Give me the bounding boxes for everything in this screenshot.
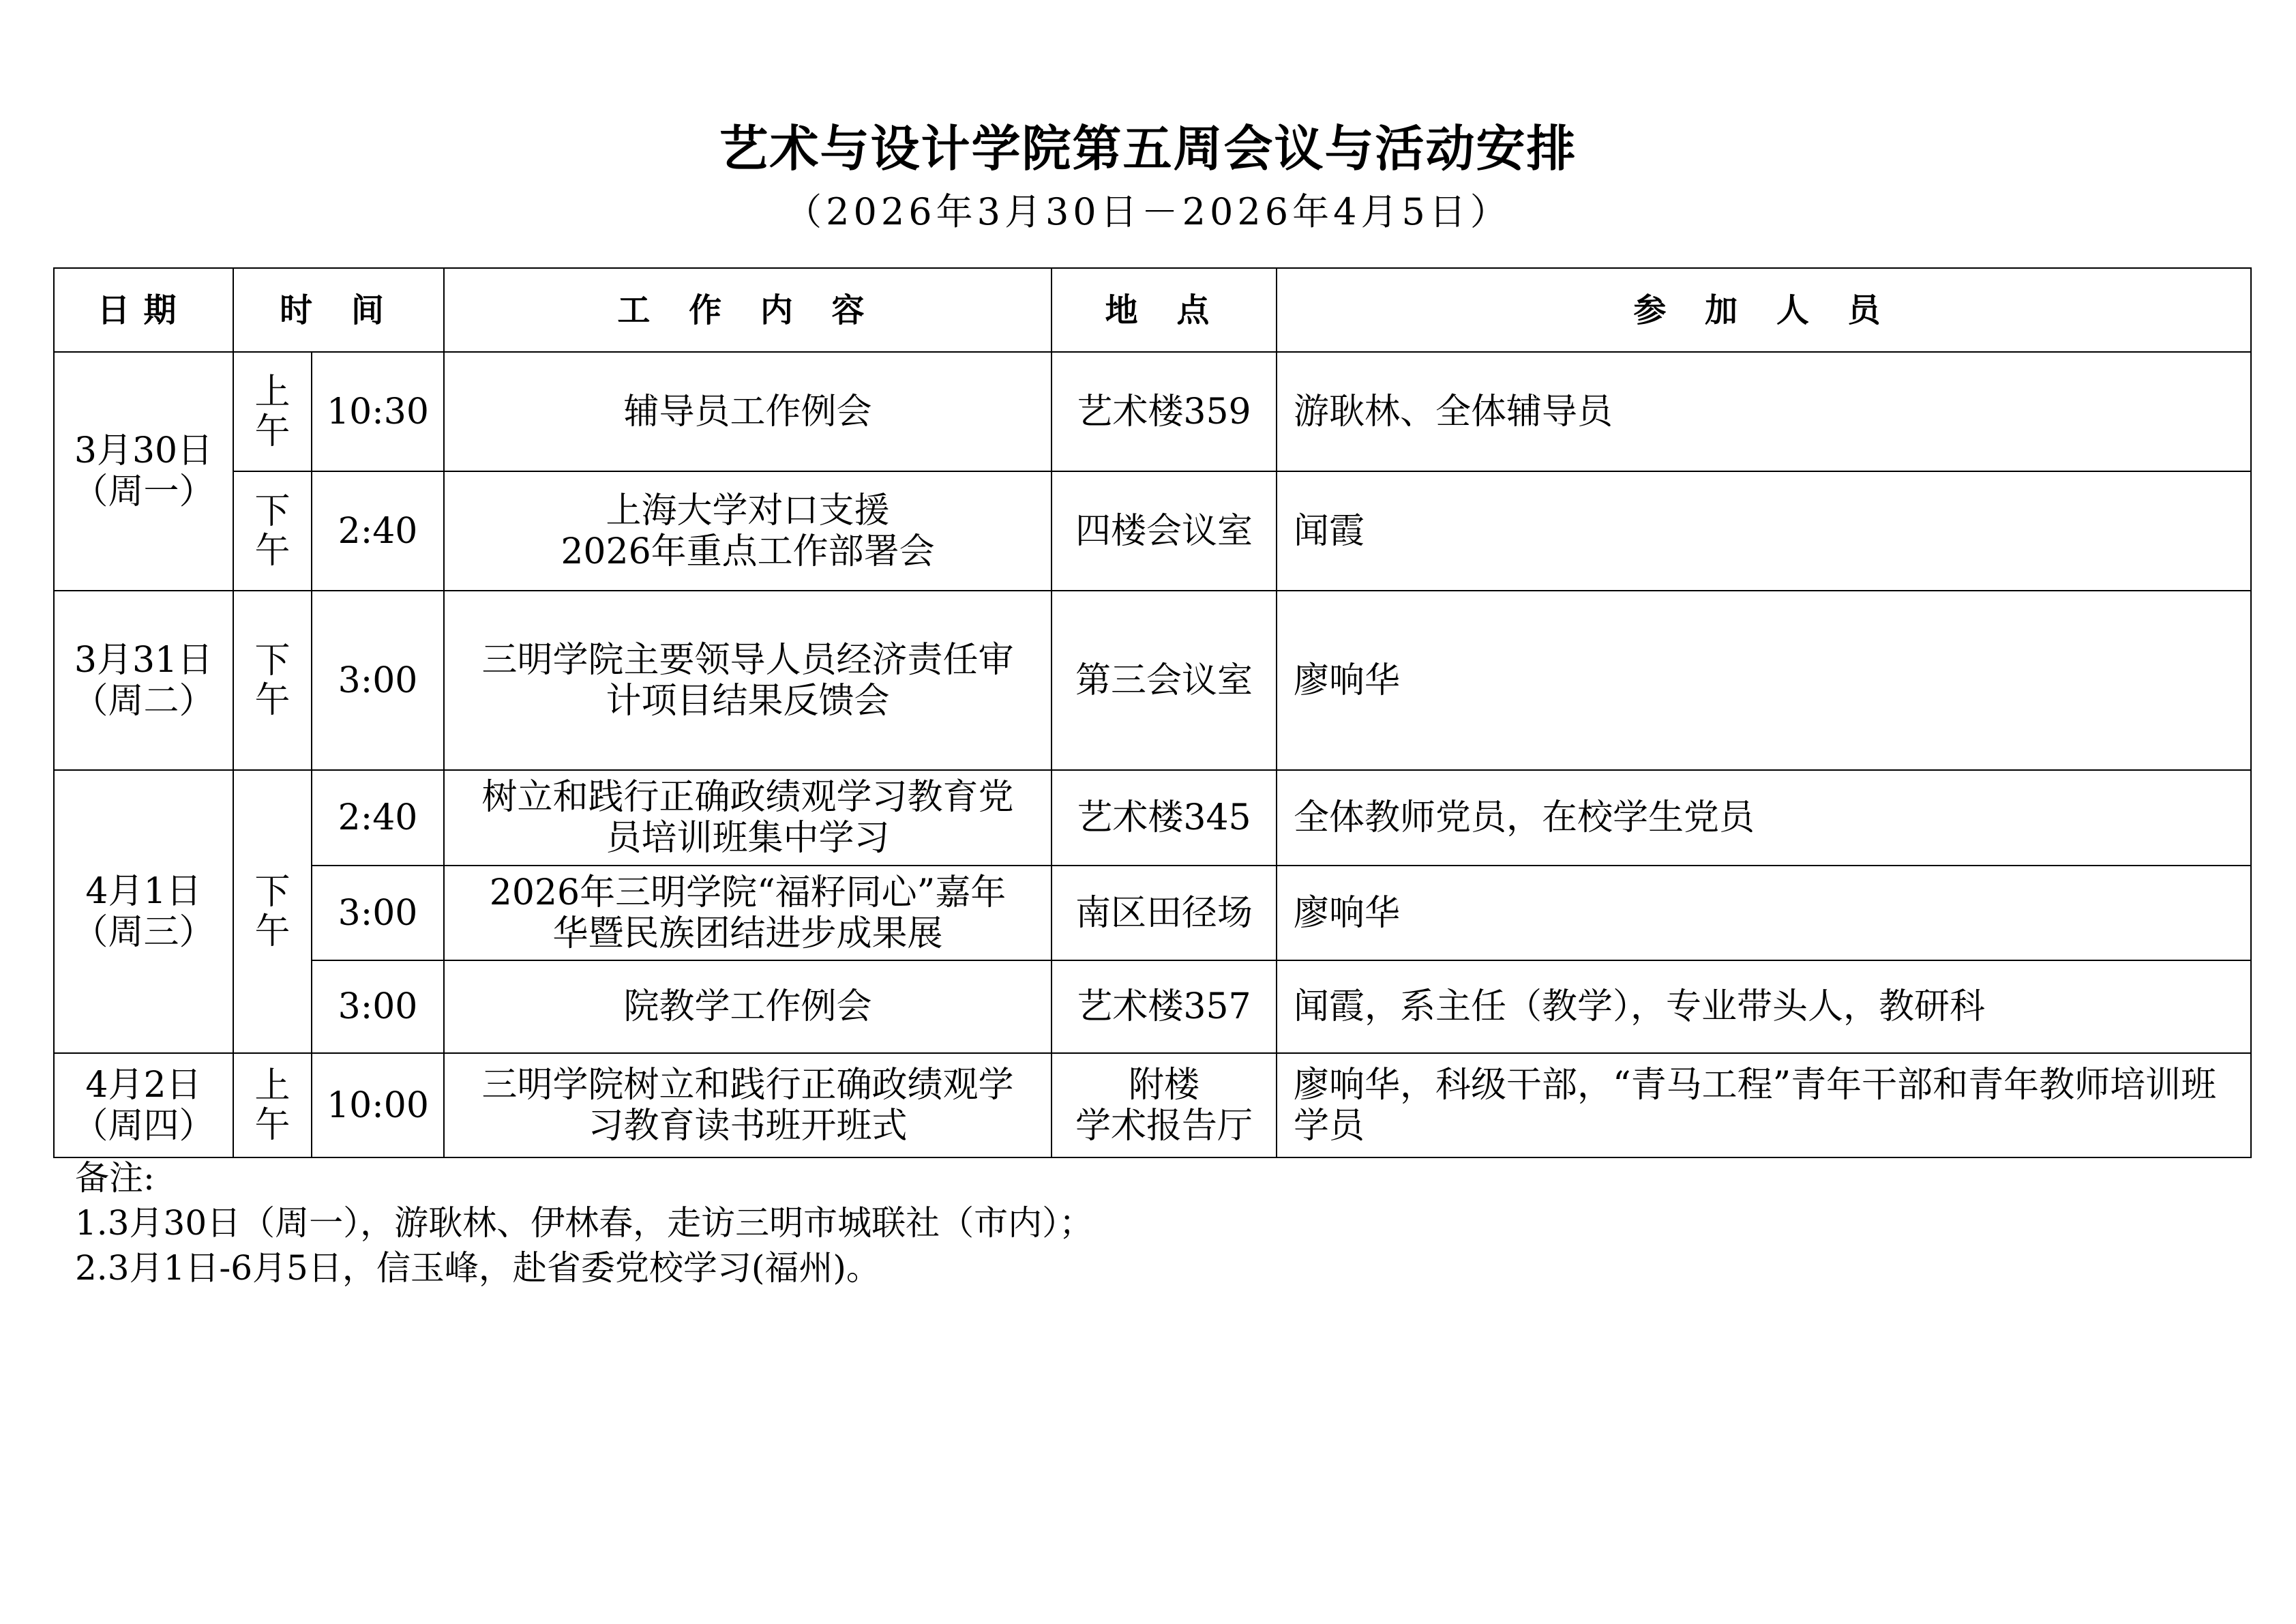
location-cell <box>1052 352 1277 471</box>
header-row <box>54 268 2251 352</box>
location-cell <box>1052 591 1277 770</box>
location-cell <box>1052 866 1277 960</box>
content-line: 华暨民族团结进步成果展 <box>552 913 943 954</box>
date-label: 3月30日 <box>74 430 213 471</box>
content-cell <box>444 591 1052 770</box>
content-line: 院教学工作例会 <box>623 986 872 1027</box>
content-line: 2026年三明学院“福籽同心”嘉年 <box>489 872 1007 913</box>
location-cell <box>1052 471 1277 591</box>
participants-cell: 闻霞，系主任（教学），专业带头人，教研科 <box>1277 960 2251 1053</box>
half-day-cell <box>233 352 312 471</box>
notes-section <box>75 1155 1093 1290</box>
half-day-char: 午 <box>254 679 290 721</box>
location-cell <box>1052 770 1277 866</box>
half-day-cell <box>233 1053 312 1157</box>
content-cell <box>444 770 1052 866</box>
participants-cell: 廖响华 <box>1277 866 2251 960</box>
location-line: 四楼会议室 <box>1075 510 1253 552</box>
half-day-char: 上 <box>254 371 290 413</box>
participants-cell: 全体教师党员，在校学生党员 <box>1277 770 2251 866</box>
content-cell <box>444 866 1052 960</box>
content-line: 三明学院主要领导人员经济责任审 <box>481 639 1014 681</box>
date-cell <box>54 591 233 770</box>
half-day-char: 下 <box>254 640 290 681</box>
page-subtitle: （2026年3月30日－2026年4月5日） <box>785 190 1511 233</box>
content-line: 员培训班集中学习 <box>606 818 890 859</box>
location-cell <box>1052 960 1277 1053</box>
content-line: 计项目结果反馈会 <box>606 680 890 722</box>
half-day-char: 午 <box>254 411 290 452</box>
date-label: 4月2日 <box>85 1064 202 1106</box>
half-day-cell <box>233 591 312 770</box>
date-cell <box>54 352 233 591</box>
time-cell: 10:30 <box>312 352 444 471</box>
location-line: 第三会议室 <box>1075 660 1253 701</box>
half-day-char: 午 <box>254 1104 290 1146</box>
table-row <box>54 866 2251 960</box>
header-date: 日期 <box>54 268 233 352</box>
participants-cell: 闻霞 <box>1277 471 2251 591</box>
date-cell <box>54 770 233 1053</box>
header-time: 时 间 <box>233 268 444 352</box>
time-cell: 3:00 <box>312 960 444 1053</box>
content-line: 三明学院树立和践行正确政绩观学 <box>481 1064 1014 1106</box>
weekday-label: （周四） <box>72 1105 215 1147</box>
header-participants: 参 加 人 员 <box>1277 268 2251 352</box>
content-cell <box>444 471 1052 591</box>
location-line: 附楼 <box>1128 1064 1199 1106</box>
content-cell <box>444 352 1052 471</box>
weekday-label: （周一） <box>72 471 215 512</box>
content-line: 上海大学对口支援 <box>606 490 890 531</box>
content-cell <box>444 1053 1052 1157</box>
table-row <box>54 1053 2251 1157</box>
location-line: 艺术楼357 <box>1077 986 1251 1027</box>
content-line: 习教育读书班开班式 <box>588 1105 908 1147</box>
location-line: 南区田径场 <box>1075 892 1253 934</box>
content-line: 2026年重点工作部署会 <box>561 531 935 572</box>
table-row <box>54 471 2251 591</box>
location-line: 艺术楼345 <box>1077 797 1251 838</box>
time-cell: 2:40 <box>312 770 444 866</box>
note-item: 1.3月30日（周一），游耿林、伊林春，走访三明市城联社（市内）； <box>75 1203 1094 1243</box>
header-content: 工 作 内 容 <box>444 268 1052 352</box>
content-cell <box>444 960 1052 1053</box>
participants-cell: 廖响华，科级干部，“青马工程”青年干部和青年教师培训班学员 <box>1277 1053 2251 1157</box>
header-location: 地 点 <box>1052 268 1277 352</box>
time-cell: 3:00 <box>312 591 444 770</box>
content-line: 辅导员工作例会 <box>623 391 872 432</box>
half-day-char: 午 <box>254 911 290 952</box>
table-row <box>54 960 2251 1053</box>
participants-cell: 廖响华 <box>1277 591 2251 770</box>
table-row <box>54 770 2251 866</box>
table-row <box>54 591 2251 770</box>
page-title: 艺术与设计学院第五周会议与活动安排 <box>719 119 1577 177</box>
schedule-table <box>53 267 2252 1158</box>
table-row <box>54 352 2251 471</box>
location-line: 艺术楼359 <box>1077 391 1251 432</box>
half-day-cell <box>233 770 312 1053</box>
location-cell <box>1052 1053 1277 1157</box>
location-line: 学术报告厅 <box>1075 1105 1253 1147</box>
notes-label: 备注: <box>75 1158 155 1198</box>
time-cell: 3:00 <box>312 866 444 960</box>
half-day-cell <box>233 471 312 591</box>
date-cell <box>54 1053 233 1157</box>
note-item: 2.3月1日-6月5日，信玉峰，赴省委党校学习(福州)。 <box>75 1248 880 1288</box>
content-line: 树立和践行正确政绩观学习教育党 <box>481 777 1014 818</box>
date-label: 3月31日 <box>74 639 213 681</box>
participants-cell: 游耿林、全体辅导员 <box>1277 352 2251 471</box>
half-day-char: 上 <box>254 1065 290 1106</box>
half-day-char: 下 <box>254 871 290 913</box>
time-cell: 10:00 <box>312 1053 444 1157</box>
weekday-label: （周三） <box>72 911 215 953</box>
half-day-char: 午 <box>254 530 290 572</box>
half-day-char: 下 <box>254 490 290 532</box>
weekday-label: （周二） <box>72 680 215 722</box>
date-label: 4月1日 <box>85 870 202 912</box>
time-cell: 2:40 <box>312 471 444 591</box>
